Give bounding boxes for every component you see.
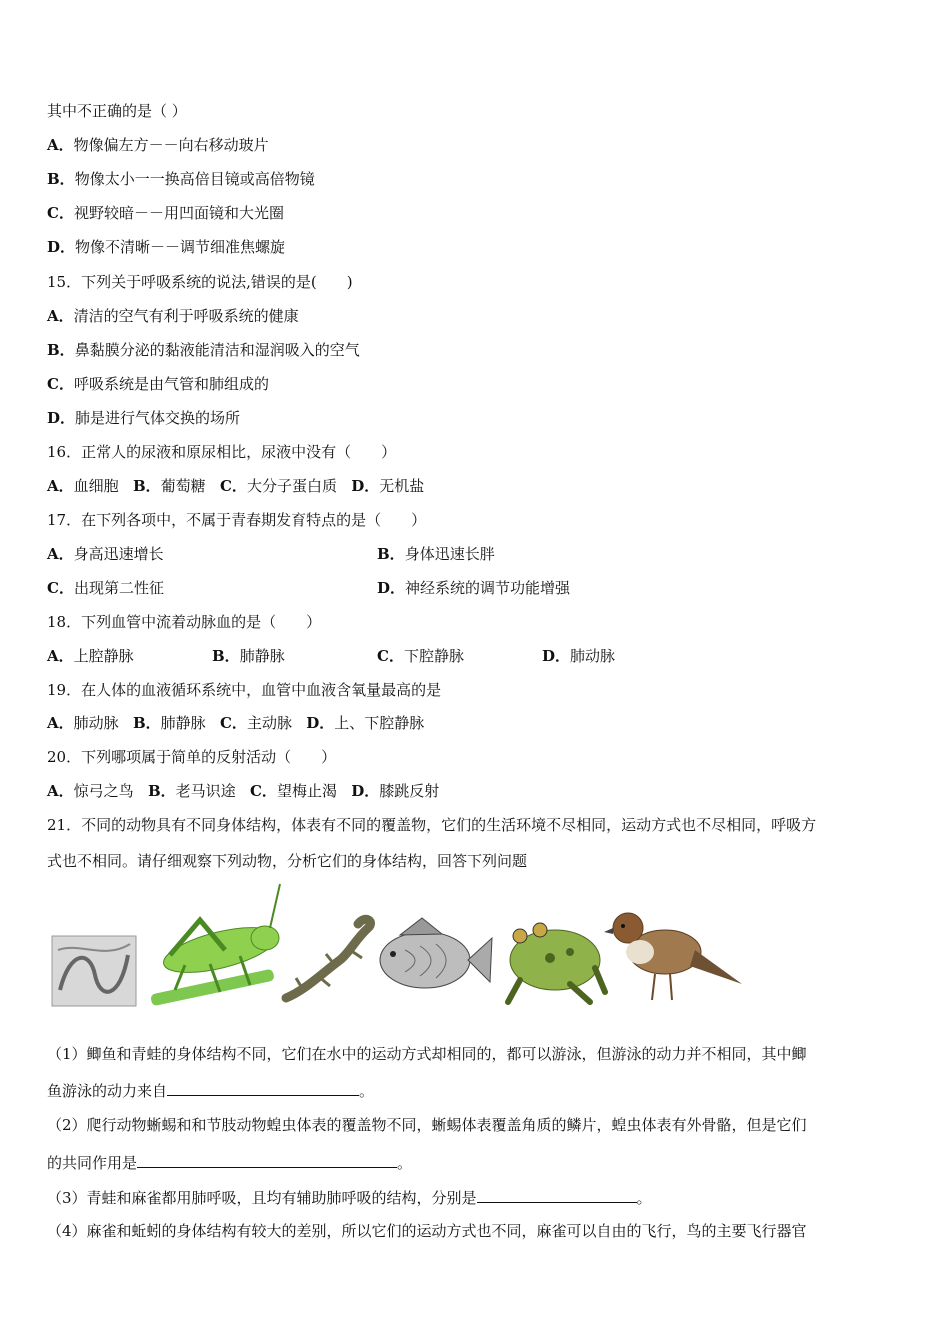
q16-stem: 16．正常人的尿液和原尿相比，尿液中没有（ ）: [47, 443, 397, 461]
option-letter: D．: [47, 409, 76, 427]
q20-option-b[interactable]: [148, 782, 236, 800]
option-text: 惊弓之鸟: [73, 782, 134, 800]
q14-option-d[interactable]: [47, 237, 285, 257]
q15-option-c[interactable]: [47, 374, 269, 394]
q20-option-a[interactable]: [47, 782, 134, 800]
option-letter: A．: [47, 307, 74, 325]
answer-blank[interactable]: [167, 1080, 359, 1096]
q19-option-b[interactable]: [133, 714, 206, 732]
q18-option-a[interactable]: [47, 646, 134, 666]
option-text: 上、下腔静脉: [334, 714, 425, 732]
option-letter: B．: [132, 714, 161, 732]
option-letter: B．: [47, 341, 75, 359]
option-letter: D．: [377, 579, 406, 597]
q14-option-a[interactable]: [47, 135, 269, 155]
q15-stem: 15．下列关于呼吸系统的说法,错误的是( ): [47, 273, 353, 291]
option-letter: D．: [47, 238, 76, 256]
option-text: 主动脉: [246, 714, 292, 732]
q15-option-a[interactable]: [47, 306, 299, 326]
prompt-text: 鱼游泳的动力来自: [47, 1082, 168, 1100]
carp-icon: [380, 918, 492, 988]
q15-option-b[interactable]: [47, 340, 360, 360]
option-letter: A．: [47, 136, 74, 154]
option-text: 血细胞: [73, 477, 119, 495]
frog-icon: [508, 923, 605, 1002]
option-text: 无机盐: [379, 477, 425, 495]
option-text: 老马识途: [175, 782, 236, 800]
q20-options: [47, 781, 439, 801]
option-letter: A．: [47, 782, 74, 800]
q20-option-d[interactable]: [351, 782, 439, 800]
q20-stem: 20．下列哪项属于简单的反射活动（ ）: [47, 748, 337, 766]
q15-option-d[interactable]: [47, 408, 240, 428]
option-text: 膝跳反射: [379, 782, 440, 800]
q21-sub4-line1: （4）麻雀和蚯蚓的身体结构有较大的差别，所以它们的运动方式也不同，麻雀可以自由的飞行，鸟的主要飞行器官: [47, 1222, 807, 1240]
option-letter: C．: [377, 647, 404, 665]
option-letter: C．: [249, 782, 277, 800]
lizard-icon: [286, 919, 371, 998]
q18-option-b[interactable]: [212, 646, 285, 666]
sparrow-icon: [604, 913, 742, 1000]
option-letter: C．: [47, 375, 74, 393]
end-punct: 。: [359, 1082, 375, 1100]
option-letter: D．: [351, 782, 380, 800]
prompt-text: （3）青蛙和麻雀都用肺呼吸，且均有辅助肺呼吸的结构，分别是: [47, 1189, 477, 1207]
q19-option-d[interactable]: [306, 714, 424, 732]
option-text: 鼻黏膜分泌的黏液能清洁和湿润吸入的空气: [74, 341, 360, 359]
animal-figure: [50, 880, 750, 1020]
option-text: 身高迅速增长: [73, 545, 164, 563]
end-punct: 。: [397, 1154, 413, 1172]
option-text: 肺动脉: [570, 647, 616, 665]
q14-option-b[interactable]: [47, 169, 315, 189]
q19-options: [47, 713, 424, 733]
option-letter: A．: [47, 477, 74, 495]
q16-option-b[interactable]: [133, 477, 206, 495]
q19-option-c[interactable]: [220, 714, 292, 732]
option-text: 清洁的空气有利于呼吸系统的健康: [73, 307, 299, 325]
q18-option-c[interactable]: [377, 646, 464, 666]
option-letter: B．: [132, 477, 161, 495]
q16-options: [47, 476, 424, 496]
option-letter: B．: [47, 170, 75, 188]
q17-option-b[interactable]: [377, 544, 495, 564]
q19-stem: 19．在人体的血液循环系统中，血管中血液含氧量最高的是: [47, 681, 442, 699]
q16-option-c[interactable]: [220, 477, 337, 495]
option-text: 上腔静脉: [73, 647, 134, 665]
option-letter: D．: [351, 477, 380, 495]
answer-blank[interactable]: [137, 1152, 397, 1168]
prompt-text: 的共同作用是: [47, 1154, 138, 1172]
q21-sub2-line1: （2）爬行动物蜥蜴和和节肢动物蝗虫体表的覆盖物不同，蜥蜴体表覆盖角质的鳞片，蝗虫体表有外骨骼，但是它们: [47, 1116, 807, 1134]
q21-sub1-line2: [47, 1080, 374, 1101]
grasshopper-icon: [150, 884, 281, 1006]
option-text: 下腔静脉: [403, 647, 464, 665]
option-text: 物像太小一一换高倍目镜或高倍物镜: [74, 170, 315, 188]
option-letter: B．: [377, 545, 405, 563]
q17-stem: 17．在下列各项中，不属于青春期发育特点的是（ ）: [47, 511, 427, 529]
earthworm-icon: [52, 936, 136, 1006]
option-text: 葡萄糖: [160, 477, 206, 495]
option-letter: C．: [47, 579, 74, 597]
option-text: 肺静脉: [160, 714, 206, 732]
option-text: 呼吸系统是由气管和肺组成的: [73, 375, 269, 393]
option-letter: D．: [306, 714, 335, 732]
q21-sub3: [47, 1187, 652, 1208]
q17-option-c[interactable]: [47, 578, 164, 598]
q16-option-d[interactable]: [351, 477, 424, 495]
q18-option-d[interactable]: [542, 646, 615, 666]
q14-stem-tail: 其中不正确的是（ ）: [47, 102, 187, 120]
option-text: 视野较暗－－用凹面镜和大光圈: [73, 204, 284, 222]
option-letter: A．: [47, 714, 74, 732]
option-text: 身体迅速长胖: [404, 545, 495, 563]
option-text: 物像偏左方－－向右移动玻片: [73, 136, 269, 154]
option-letter: C．: [219, 477, 247, 495]
q16-option-a[interactable]: [47, 477, 119, 495]
option-text: 物像不清晰－－调节细准焦螺旋: [75, 238, 286, 256]
q21-stem-line1: 21．不同的动物具有不同身体结构，体表有不同的覆盖物，它们的生活环境不尽相同，运动方式也不尽相同，呼吸方: [47, 816, 817, 834]
q21-sub1-line1: （1）鲫鱼和青蛙的身体结构不同，它们在水中的运动方式却相同的，都可以游泳，但游泳的动力并不相同，其中鲫: [47, 1045, 807, 1063]
option-letter: A．: [47, 545, 74, 563]
q19-option-a[interactable]: [47, 714, 119, 732]
option-letter: D．: [542, 647, 571, 665]
option-letter: A．: [47, 647, 74, 665]
option-text: 肺静脉: [239, 647, 285, 665]
q17-option-d[interactable]: [377, 578, 570, 598]
q21-stem-line2: 式也不相同。请仔细观察下列动物，分析它们的身体结构，回答下列问题: [47, 852, 528, 870]
q14-option-c[interactable]: [47, 203, 284, 223]
option-letter: C．: [219, 714, 247, 732]
option-letter: B．: [147, 782, 176, 800]
option-text: 出现第二性征: [73, 579, 164, 597]
q17-option-a[interactable]: [47, 544, 164, 564]
option-letter: C．: [47, 204, 74, 222]
end-punct: 。: [636, 1189, 652, 1207]
option-text: 望梅止渴: [276, 782, 337, 800]
option-text: 大分子蛋白质: [246, 477, 337, 495]
q21-sub2-line2: [47, 1152, 412, 1173]
answer-blank[interactable]: [477, 1187, 637, 1203]
option-text: 神经系统的调节功能增强: [405, 579, 571, 597]
option-text: 肺是进行气体交换的场所: [75, 409, 241, 427]
q20-option-c[interactable]: [250, 782, 337, 800]
option-text: 肺动脉: [73, 714, 119, 732]
q18-stem: 18．下列血管中流着动脉血的是（ ）: [47, 613, 322, 631]
option-letter: B．: [212, 647, 240, 665]
